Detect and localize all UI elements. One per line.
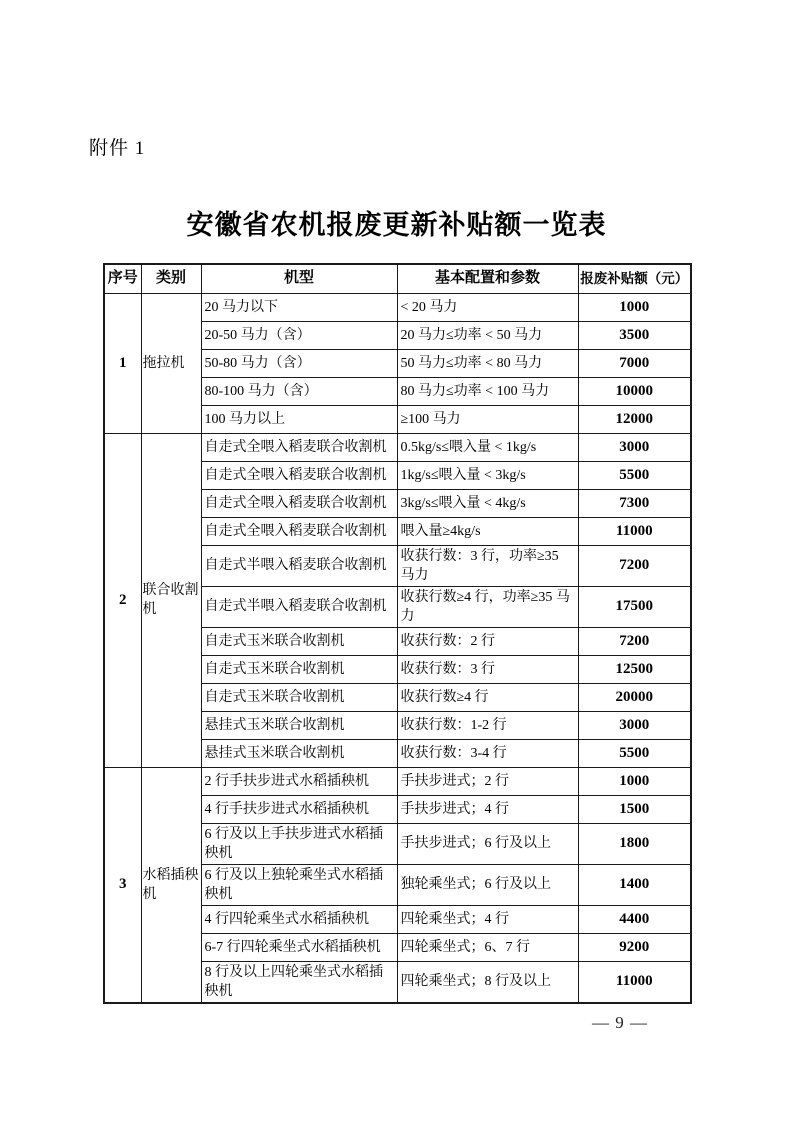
subsidy-cell: 5500 [578,461,691,489]
subsidy-cell: 12000 [578,405,691,433]
model-cell: 悬挂式玉米联合收割机 [201,711,397,739]
model-cell: 6 行及以上手扶步进式水稻插秧机 [201,823,397,864]
config-cell: 收获行数：3 行，功率≥35 马力 [397,545,578,586]
page-number: — 9 — [592,1013,648,1032]
config-cell: 手扶步进式；4 行 [397,795,578,823]
subsidy-cell: 17500 [578,586,691,627]
model-cell: 2 行手扶步进式水稻插秧机 [201,767,397,795]
model-cell: 自走式全喂入稻麦联合收割机 [201,489,397,517]
config-cell: 手扶步进式；2 行 [397,767,578,795]
model-cell: 自走式玉米联合收割机 [201,655,397,683]
model-cell: 自走式玉米联合收割机 [201,627,397,655]
model-cell: 80-100 马力（含） [201,377,397,405]
column-header: 报废补贴额（元） [578,264,691,293]
subsidy-cell: 3500 [578,321,691,349]
subsidy-cell: 7200 [578,627,691,655]
table-row [104,767,691,795]
section-number-cell: 1 [104,293,141,433]
model-cell: 悬挂式玉米联合收割机 [201,739,397,767]
config-cell: 喂入量≥4kg/s [397,517,578,545]
subsidy-table [103,263,692,1004]
model-cell: 6 行及以上独轮乘坐式水稻插秧机 [201,864,397,905]
section-number-cell: 3 [104,767,141,1003]
config-cell: 收获行数≥4 行，功率≥35 马力 [397,586,578,627]
model-cell: 自走式半喂入稻麦联合收割机 [201,545,397,586]
model-cell: 4 行四轮乘坐式水稻插秧机 [201,905,397,933]
config-cell: 手扶步进式；6 行及以上 [397,823,578,864]
config-cell: 3kg/s≤喂入量 < 4kg/s [397,489,578,517]
table-row [104,433,691,461]
subsidy-cell: 9200 [578,933,691,961]
config-cell: 0.5kg/s≤喂入量 < 1kg/s [397,433,578,461]
subsidy-cell: 10000 [578,377,691,405]
column-header: 序号 [104,264,141,293]
config-cell: 四轮乘坐式；8 行及以上 [397,961,578,1003]
config-cell: 收获行数：3-4 行 [397,739,578,767]
config-cell: 收获行数≥4 行 [397,683,578,711]
config-cell: 收获行数：2 行 [397,627,578,655]
section-number-cell: 2 [104,433,141,767]
subsidy-cell: 1500 [578,795,691,823]
subsidy-cell: 1800 [578,823,691,864]
category-cell: 拖拉机 [141,293,201,433]
category-cell: 水稻插秧机 [141,767,201,1003]
subsidy-cell: 12500 [578,655,691,683]
model-cell: 50-80 马力（含） [201,349,397,377]
model-cell: 4 行手扶步进式水稻插秧机 [201,795,397,823]
attachment-label: 附件 1 [89,138,146,159]
column-header: 类别 [141,264,201,293]
subsidy-cell: 7000 [578,349,691,377]
model-cell: 20-50 马力（含） [201,321,397,349]
model-cell: 自走式玉米联合收割机 [201,683,397,711]
model-cell: 20 马力以下 [201,293,397,321]
config-cell: 四轮乘坐式；4 行 [397,905,578,933]
config-cell: 收获行数：1-2 行 [397,711,578,739]
config-cell: 1kg/s≤喂入量 < 3kg/s [397,461,578,489]
subsidy-cell: 1000 [578,767,691,795]
subsidy-cell: 5500 [578,739,691,767]
model-cell: 6-7 行四轮乘坐式水稻插秧机 [201,933,397,961]
category-cell: 联合收割机 [141,433,201,767]
subsidy-cell: 1000 [578,293,691,321]
model-cell: 自走式全喂入稻麦联合收割机 [201,461,397,489]
table-header [104,264,691,293]
subsidy-cell: 20000 [578,683,691,711]
table-row [104,293,691,321]
subsidy-cell: 3000 [578,711,691,739]
config-cell: ≥100 马力 [397,405,578,433]
model-cell: 自走式半喂入稻麦联合收割机 [201,586,397,627]
config-cell: 四轮乘坐式；6、7 行 [397,933,578,961]
subsidy-cell: 11000 [578,961,691,1003]
column-header: 基本配置和参数 [397,264,578,293]
model-cell: 自走式全喂入稻麦联合收割机 [201,433,397,461]
config-cell: < 20 马力 [397,293,578,321]
subsidy-cell: 3000 [578,433,691,461]
config-cell: 20 马力≤功率 < 50 马力 [397,321,578,349]
subsidy-cell: 1400 [578,864,691,905]
config-cell: 收获行数：3 行 [397,655,578,683]
model-cell: 自走式全喂入稻麦联合收割机 [201,517,397,545]
table-header-row [104,264,691,293]
model-cell: 100 马力以上 [201,405,397,433]
model-cell: 8 行及以上四轮乘坐式水稻插秧机 [201,961,397,1003]
config-cell: 80 马力≤功率 < 100 马力 [397,377,578,405]
subsidy-cell: 7300 [578,489,691,517]
config-cell: 50 马力≤功率 < 80 马力 [397,349,578,377]
subsidy-cell: 11000 [578,517,691,545]
subsidy-cell: 7200 [578,545,691,586]
subsidy-cell: 4400 [578,905,691,933]
page-title: 安徽省农机报废更新补贴额一览表 [186,210,607,240]
table-body [104,293,691,1003]
config-cell: 独轮乘坐式；6 行及以上 [397,864,578,905]
column-header: 机型 [201,264,397,293]
